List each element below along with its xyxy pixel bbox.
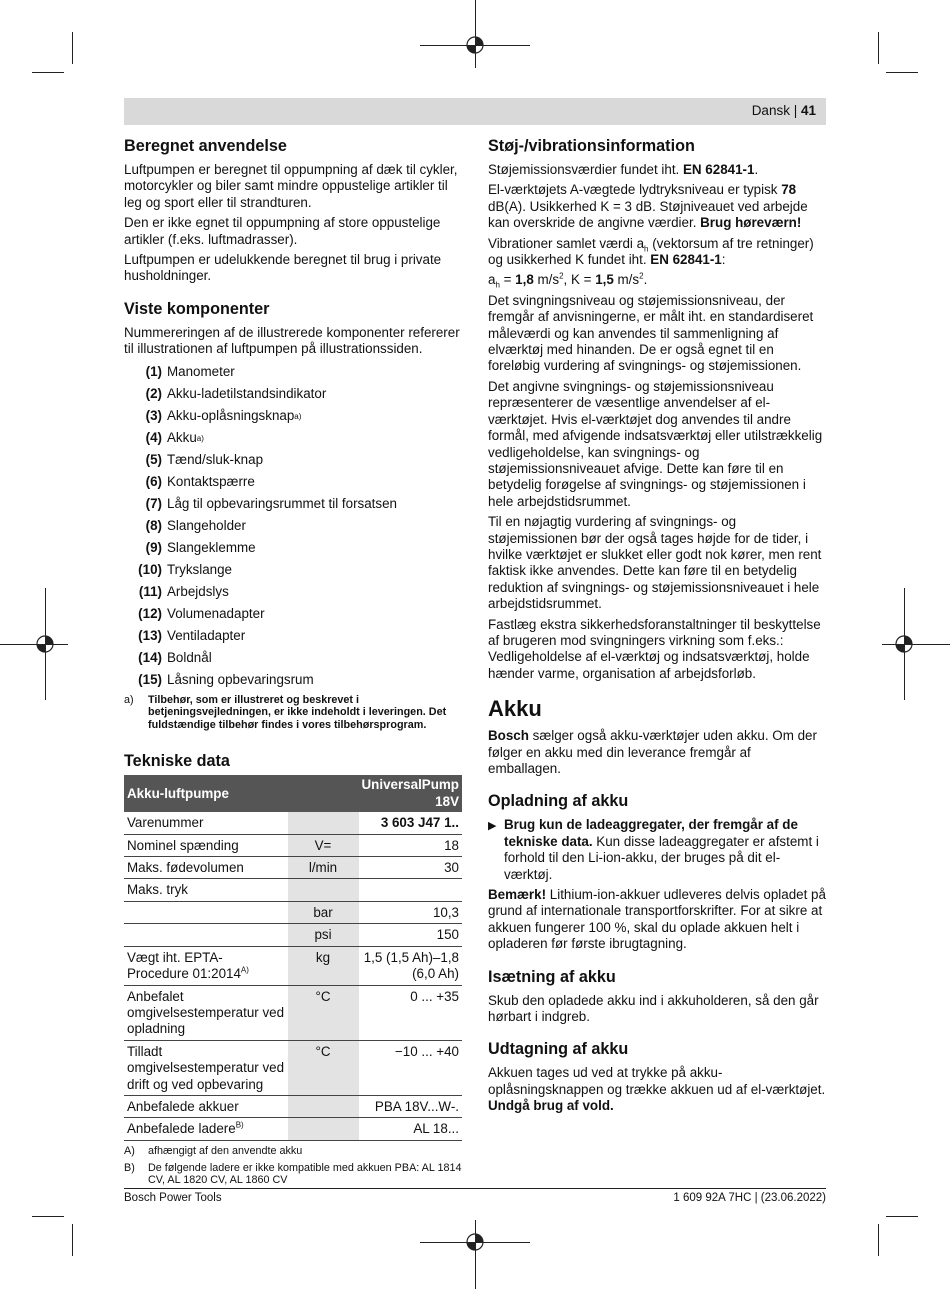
table-cell-label: Vægt iht. EPTA-Procedure $01:2014^{A)}$ [124,946,288,985]
list-item [124,582,462,604]
component-label: Slangeklemme [167,540,256,556]
footnote-text: afhængigt af den anvendte akku [148,1144,303,1157]
table-cell-unit: psi [288,924,359,946]
section-title-insert-battery: Isætning af akku [488,967,616,986]
footer-rule [124,1188,826,1189]
table-cell-value: 3 603 J47 1.. [359,812,463,834]
list-item [124,670,462,692]
component-number: (5) [145,452,162,468]
component-label: Volumenadapter [167,606,265,622]
table-cell-label: Anbefalede ladere$^{B)}$ [124,1118,288,1140]
table-cell-label: Anbefalet omgivelsestemperatur ved opladning [124,985,288,1040]
table-row [124,1040,462,1095]
component-label: Trykslange [167,562,232,578]
header-language: Dansk [751,103,790,118]
component-label: Boldnål [167,650,212,666]
page-header [124,98,826,125]
table-cell-unit [288,1118,359,1140]
crop-mark [878,32,879,64]
paragraph: Vibrationer samlet værdi $a_h$ (vektorsum af tre retninger) og usikkerhed K fundet iht. EN 62841-1: [488,235,814,268]
registration-mark-icon [32,631,58,657]
paragraph: Akkuen tages ud ved at trykke på akku-oplåsningsknappen og trække akkuen ud af el-værktøjet. Undgå brug af vold. [488,1065,826,1114]
paragraph: Støjemissionsværdier fundet iht. EN 62841-1. [488,162,759,177]
component-number: (1) [145,364,162,380]
technical-data-table [124,775,462,1140]
section-title-akku: Akku [488,696,542,722]
table-row [124,1095,462,1117]
component-number: (13) [138,628,162,644]
list-item [124,516,462,538]
crop-mark [886,72,918,73]
registration-mark-icon [891,631,917,657]
table-row [124,985,462,1040]
component-label: Akku-oplåsningsknap [167,408,295,424]
paragraph-vibration-values: $a_h = 1,8$ $m/s^2$, K = 1,5 $m/s^2$. [488,271,648,291]
header-text: Dansk | 41 [751,103,816,118]
section-title-intended-use: Beregnet anvendelse [124,137,287,155]
table-row [124,857,462,879]
paragraph: Det svingningsniveau og støjemissionsniveau, der fremgår af anvisningerne, er målt iht. en standardiseret måleværdi og kan anvendes til sammenligning af elværktøj med hinanden. De er også egnet til en foreløbig vurdering af svingnings- og støjemissionen. [488,292,814,374]
footnote-text: De følgende ladere er ikke kompatible med akkuen PBA: AL 1814 CV, AL 1820 CV, AL 1860 CV [148,1161,462,1187]
table-cell-value: 18 [359,834,463,856]
list-item [124,450,462,472]
paragraph: Nummereringen af de illustrerede komponenter refererer til illustrationen af luftpumpen på illustrationssiden. [124,324,460,357]
crop-mark [32,72,64,73]
list-item [124,648,462,670]
footnote-key: B) [124,1161,135,1174]
footer-doc-id: 1 609 92A 7HC | (23.06.2022) [673,1192,826,1204]
registration-mark-icon [462,32,488,58]
table-cell-value: AL 18... [359,1118,463,1140]
component-number: (2) [145,386,162,402]
paragraph: Fastlæg ekstra sikkerhedsforanstaltninger til beskyttelse af brugeren mod svingningers virkning som f.eks.: Vedligeholdelse af el-værktøj og indsatsværktøj, holde hænder varme, organisation af arbejdsforløb. [488,616,821,681]
table-cell-label: Varenummer [124,812,288,834]
left-column [124,136,462,1187]
component-number: (9) [145,540,162,556]
list-item [124,384,462,406]
component-number: (12) [138,606,162,622]
table-cell-unit [288,812,359,834]
table-cell-value: PBA 18V...W-. [359,1095,463,1117]
paragraph-note: Bemærk! Lithium-ion-akkuer udleveres delvis opladet på grund af internationale transportforskrifter. For at sikre at akkuen fungerer 100 %, skal du oplade akkuen helt i opladeren før første ibrugtagning. [488,887,826,952]
table-cell-value: 30 [359,857,463,879]
paragraph: Den er ikke egnet til oppumpning af store oppustelige artikler (f.eks. luftmadrasser). [124,215,441,247]
table-cell-label [124,901,288,923]
list-item [124,472,462,494]
warning-item: ▶ Brug kun de ladeaggregater, der fremgår af de tekniske data. Kun disse ladeaggregater er afstemt i forhold til den Li-ion-akku, der bruges på dit el-værktøj. [488,817,826,887]
table-cell-label: Maks. fødevolumen [124,857,288,879]
section-title-technical-data: Tekniske data [124,752,230,771]
table-cell-value: 10,3 [359,901,463,923]
footer-brand: Bosch Power Tools [124,1192,222,1204]
component-label: Akku [167,430,197,446]
paragraph: Til en nøjagtig vurdering af svingnings- og støjemissionen bør der også tages højde for de tider, i hvilke værktøjet er slukket eller godt nok kører, men rent faktisk ikke anvendes. Dette kan føre til en betydelig reduktion af svingnings- og støjemissionsniveauet i hele arbejdstidsrummet. [488,514,822,612]
table-cell-value: 150 [359,924,463,946]
table-cell-unit [288,879,359,901]
table-cell-unit: °C [288,985,359,1040]
table-cell-unit: °C [288,1040,359,1095]
component-number: (8) [145,518,162,534]
component-number: (14) [138,650,162,666]
paragraph: El-værktøjets A-vægtede lydtryksniveau er typisk 78 dB(A). Usikkerhed K = 3 dB. Støjniveauet ved arbejde kan overskride de angivne værdier. Brug høreværn! [488,182,808,231]
table-cell-label: Tilladt omgivelsestemperatur ved drift og ved opbevaring [124,1040,288,1095]
component-label: Slangeholder [167,518,246,534]
table-row [124,946,462,985]
table-cell-value: 1,5 (1,5 Ah)–1,8 (6,0 Ah) [359,946,463,985]
table-row [124,834,462,856]
list-item [124,560,462,582]
table-row [124,812,462,834]
paragraph: Luftpumpen er beregnet til oppumpning af dæk til cykler, motorcykler og biler samt mindre oppustelige artikler til leg og sport eller til strandturen. [124,162,458,210]
component-label: Kontaktspærre [167,474,255,490]
table-cell-label: Anbefalede akkuer [124,1095,288,1117]
paragraph: Luftpumpen er udelukkende beregnet til brug i private husholdninger. [124,252,442,284]
page-number: 41 [800,103,816,118]
component-label: Manometer [167,364,235,380]
component-number: (15) [138,672,162,688]
list-item [124,604,462,626]
component-label: Tænd/sluk-knap [167,452,264,468]
paragraph: Bosch sælger også akku-værktøjer uden akku. Om der følger en akku med din leverance fremgår af emballagen. [488,728,817,776]
component-number: (11) [138,584,162,600]
component-number: (4) [145,430,162,446]
table-header-label: Akku-luftpumpe [124,775,359,812]
table-row [124,1118,462,1140]
component-list [124,362,462,692]
table-header-value: UniversalPump 18V [359,775,463,812]
component-footnote [124,694,462,732]
crop-mark [878,1224,879,1256]
section-title-components: Viste komponenter [124,299,270,318]
table-footnote [124,1145,462,1158]
table-row [124,901,462,923]
table-cell-label [124,924,288,946]
table-footnote [124,1162,462,1188]
paragraph: Skub den opladede akku ind i akkuholderen, så den går hørbart i indgreb. [488,992,819,1025]
table-cell-label: Maks. tryk [124,879,288,901]
table-cell-value [359,879,463,901]
table-cell-value: −10 ... +40 [359,1040,463,1095]
section-title-noise-vibration: Støj-/vibrationsinformation [488,137,695,155]
table-row [124,924,462,946]
table-header-row [124,775,462,812]
footnote-text: Tilbehør, som er illustreret og beskrevet i betjeningsvejledningen, er ikke indeholdt i leveringen. Det fuldstændige tilbehør findes i vores tilbehørsprogram. [148,693,447,731]
footnote-key: A) [124,1144,135,1157]
paragraph: Det angivne svingnings- og støjemissionsniveau repræsenterer de væsentlige anvendelser af el-værktøjet. Hvis el-værktøjet dog anvendes til andre formål, med afvigende indsatsværktøj eller utilstrækkelig vedligeholdelse, kan svingnings- og støjemissionsniveauet afvige. Dette kan føre til en betydelig forøgelse af svingnings- og støjemissionen i hele arbejdstidsrummet. [488,378,823,509]
list-item: (4) Akku a) [124,428,462,450]
component-number: (6) [145,474,162,490]
component-label: Låsning opbevaringsrum [167,672,314,688]
component-label: Arbejdslys [167,584,229,600]
registration-mark-icon [462,1229,488,1255]
section-title-remove-battery: Udtagning af akku [488,1040,629,1059]
component-label: Låg til opbevaringsrummet til forsatsen [167,496,397,512]
table-cell-unit: kg [288,946,359,985]
list-item [124,362,462,384]
list-item: (3) Akku-oplåsningsknap a) [124,406,462,428]
footnote-key: a) [124,693,134,706]
list-item [124,626,462,648]
right-column [488,136,826,1119]
list-item [124,494,462,516]
list-item [124,538,462,560]
component-number: (10) [138,562,162,578]
table-body [124,812,462,1140]
table-footnotes [124,1145,462,1187]
component-number: (7) [145,496,162,512]
component-label: Akku-ladetilstandsindikator [167,386,327,402]
table-cell-unit: l/min [288,857,359,879]
table-cell-unit: V= [288,834,359,856]
crop-mark [72,1224,73,1256]
table-cell-unit: bar [288,901,359,923]
section-title-charging: Opladning af akku [488,792,629,811]
component-label: Ventiladapter [167,628,246,644]
component-number: (3) [145,408,162,424]
crop-mark [886,1216,918,1217]
table-cell-value: 0 ... +35 [359,985,463,1040]
table-row [124,879,462,901]
crop-mark [72,32,73,64]
arrow-bullet-icon: ▶ [488,820,497,833]
table-cell-unit [288,1095,359,1117]
crop-mark [32,1216,64,1217]
table-cell-label: Nominel spænding [124,834,288,856]
